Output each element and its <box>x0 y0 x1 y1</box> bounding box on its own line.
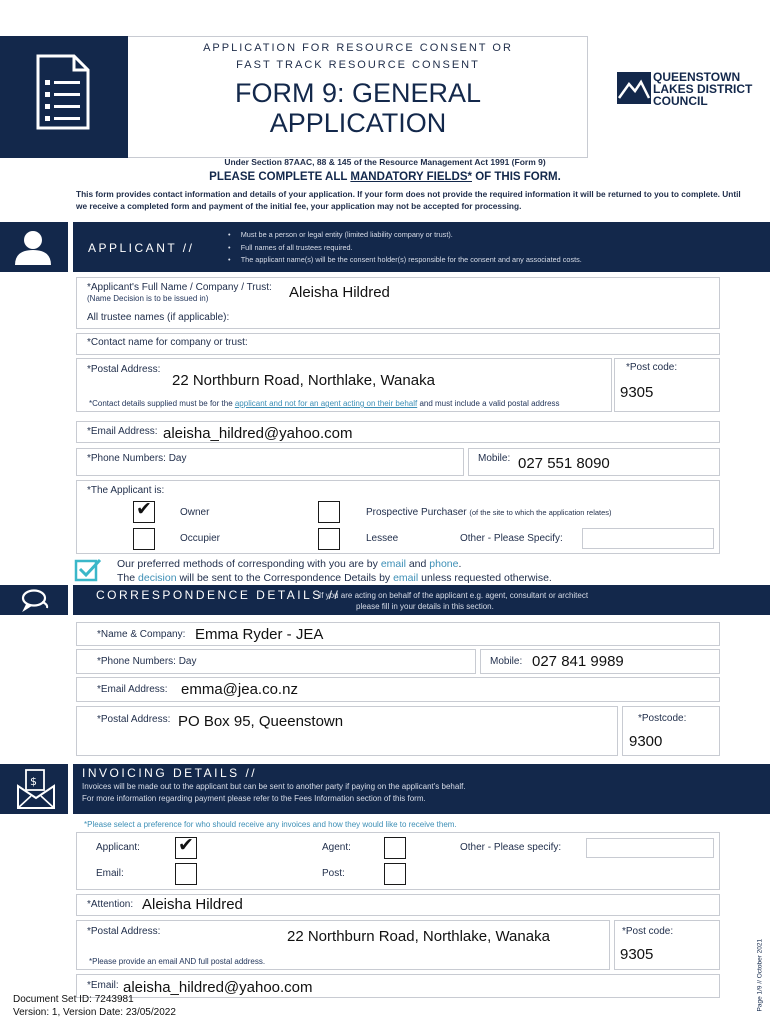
invoice-envelope-icon <box>16 768 56 810</box>
form-icon-block <box>0 36 128 158</box>
invoice-other-label: Other - Please specify: <box>460 842 562 853</box>
applicant-other-input[interactable] <box>582 528 714 549</box>
intro-paragraph: This form provides contact information and details of your application. If your form does not provide the required information it will be returned to you to complete. Until we receive a completed form and payment of the initial fee, your application may not be accepted for processing. <box>76 189 741 211</box>
speech-bubble-icon <box>20 588 50 612</box>
correspondence-note-1: If you are acting on behalf of the applicant e.g. agent, consultant or architect <box>319 591 589 600</box>
trustee-label: All trustee names (if applicable): <box>87 312 230 323</box>
mandatory-notice <box>0 171 770 183</box>
corr-mobile-value[interactable]: 027 841 9989 <box>532 653 624 670</box>
invoice-post-checkbox[interactable] <box>384 863 406 885</box>
owner-label: Owner <box>180 507 210 518</box>
correspondence-section-title: CORRESPONDENCE DETAILS // <box>96 588 341 602</box>
checkmark-icon: ✔ <box>136 499 152 520</box>
prospective-text: Prospective Purchaser <box>366 507 467 518</box>
lessee-label: Lessee <box>366 533 399 544</box>
invoice-email-label: Email: <box>96 868 124 879</box>
invoice-applicant-checkbox[interactable] <box>175 837 197 859</box>
preferred-methods-line1: Our preferred methods of corresponding with you are by email and phone. <box>117 558 462 570</box>
corr-phone-label: *Phone Numbers: Day <box>97 656 197 667</box>
invoice-agent-checkbox[interactable] <box>384 837 406 859</box>
bullet-text: Must be a person or legal entity (limited liability company or trust). <box>240 230 453 239</box>
invoice-postcode-value[interactable]: 9305 <box>620 946 654 963</box>
invoice-attention-value[interactable]: Aleisha Hildred <box>142 896 243 913</box>
occupier-label: Occupier <box>180 533 221 544</box>
invoice-postal-note: *Please provide an email AND full postal address. <box>89 957 266 966</box>
decision-mid: will be sent to the Correspondence Details by <box>179 572 391 584</box>
decision-word: decision <box>138 572 177 584</box>
applicant-postcode-value[interactable]: 9305 <box>620 384 654 401</box>
corr-name-label: *Name & Company: <box>97 629 186 640</box>
correspondence-icon-block <box>0 585 68 615</box>
bullet-item: • The applicant name(s) will be the consent holder(s) responsible for the consent and any associated costs. <box>228 255 582 264</box>
applicant-name-label: *Applicant's Full Name / Company / Trust: <box>87 282 272 293</box>
council-logo-icon <box>617 72 651 104</box>
form-title-1: FORM 9: GENERAL <box>234 78 482 108</box>
council-name-3: COUNCIL <box>653 94 708 108</box>
applicant-other-label: Other - Please Specify: <box>460 533 563 544</box>
applicant-icon-block <box>0 222 68 272</box>
svg-text:$: $ <box>30 775 37 788</box>
header-line1: APPLICATION FOR RESOURCE CONSENT OR <box>203 42 513 54</box>
preferred-methods-line2 <box>117 572 552 584</box>
invoice-postal-value[interactable]: 22 Northburn Road, Northlake, Wanaka <box>287 928 550 945</box>
applicant-postal-note <box>89 399 560 408</box>
applicant-phone-label: *Phone Numbers: Day <box>87 453 187 464</box>
corr-email-label: *Email Address: <box>97 684 168 695</box>
applicant-mobile-value[interactable]: 027 551 8090 <box>518 455 610 472</box>
council-name-2: LAKES DISTRICT <box>653 82 753 96</box>
checkmark-icon: ✔ <box>178 835 194 856</box>
preferred-pre: Our preferred methods of corresponding with you are by <box>117 558 378 570</box>
invoice-other-input[interactable] <box>586 838 714 858</box>
corr-name-value[interactable]: Emma Ryder - JEA <box>195 626 324 643</box>
applicant-postcode-label: *Post code: <box>626 362 678 373</box>
bullet-text: Full names of all trustees required. <box>240 242 353 252</box>
postal-note-link[interactable]: applicant and not for an agent acting on their behalf <box>234 399 418 408</box>
corr-postal-value[interactable]: PO Box 95, Queenstown <box>178 713 344 730</box>
prospective-note: (of the site to which the application relates) <box>469 508 612 517</box>
corr-postcode-label: *Postcode: <box>638 713 687 724</box>
applicant-name-value[interactable]: Aleisha Hildred <box>289 284 390 301</box>
bullet-item: • Full names of all trustees required. <box>228 242 353 252</box>
decision-post: unless requested otherwise. <box>421 572 552 584</box>
applicant-bullets <box>228 229 582 267</box>
invoice-email-checkbox[interactable] <box>175 863 197 885</box>
checked-checkbox-icon <box>74 558 102 582</box>
correspondence-note-2: please fill in your details in this section. <box>356 602 494 611</box>
applicant-postal-value[interactable]: 22 Northburn Road, Northlake, Wanaka <box>172 372 435 389</box>
invoicing-section-title: INVOICING DETAILS // <box>82 766 258 780</box>
document-icon <box>36 54 90 130</box>
owner-checkbox[interactable] <box>133 501 155 523</box>
invoice-attention-label: *Attention: <box>87 899 134 910</box>
applicant-email-label: *Email Address: <box>87 426 158 437</box>
section-reference: Under Section 87AAC, 88 & 145 of the Resource Management Act 1991 (Form 9) <box>224 157 546 167</box>
corr-postcode-value[interactable]: 9300 <box>629 733 663 750</box>
page-number-vertical: Page 1/9 // October 2021 <box>756 938 764 1012</box>
corr-postal-label: *Postal Address: <box>97 714 171 725</box>
mandatory-link[interactable]: MANDATORY FIELDS* <box>350 171 472 183</box>
form-title-2: APPLICATION <box>269 108 447 138</box>
decision-email: email <box>393 572 419 584</box>
occupier-checkbox[interactable] <box>133 528 155 550</box>
invoice-postcode-label: *Post code: <box>622 926 674 937</box>
preferred-phone: phone <box>429 558 459 570</box>
corr-email-field[interactable] <box>76 677 720 702</box>
invoice-preference-note: *Please select a preference for who should receive any invoices and how they would like to receive them. <box>84 820 457 829</box>
applicant-type-label: *The Applicant is: <box>87 485 165 496</box>
bullet-text: The applicant name(s) will be the consent holder(s) responsible for the consent and any associated costs. <box>240 255 582 264</box>
preferred-email: email <box>380 558 406 570</box>
preferred-and: and <box>408 558 427 570</box>
prospective-purchaser-label <box>366 507 612 518</box>
invoicing-note-2: For more information regarding payment please refer to the Fees Information section of this form. <box>82 794 426 803</box>
mandatory-post: OF THIS FORM. <box>475 171 561 183</box>
person-icon <box>12 228 54 266</box>
invoice-agent-label: Agent: <box>322 842 351 853</box>
postal-note-post: and must include a valid postal address <box>417 399 560 408</box>
invoice-post-label: Post: <box>322 868 345 879</box>
prospective-purchaser-checkbox[interactable] <box>318 501 340 523</box>
applicant-name-sublabel: (Name Decision is to be issued in) <box>87 294 209 303</box>
applicant-email-value[interactable]: aleisha_hildred@yahoo.com <box>163 425 353 442</box>
mandatory-pre: PLEASE COMPLETE ALL <box>209 171 348 183</box>
applicant-section-title: APPLICANT // <box>88 241 195 255</box>
invoicing-note-1: Invoices will be made out to the applicant but can be sent to another party if paying on the applicant's behalf. <box>82 782 466 791</box>
corr-mobile-label: Mobile: <box>490 656 523 667</box>
header-line2: FAST TRACK RESOURCE CONSENT <box>236 59 480 71</box>
document-set-id: Document Set ID: 7243981 <box>13 994 134 1005</box>
version-info: Version: 1, Version Date: 23/05/2022 <box>13 1007 176 1018</box>
council-name-1: QUEENSTOWN <box>653 70 741 84</box>
postal-note-pre: *Contact details supplied must be for the <box>89 399 235 408</box>
applicant-mobile-label: Mobile: <box>478 453 511 464</box>
invoice-email2-label: *Email: <box>87 980 119 991</box>
invoicing-icon-block <box>0 764 68 814</box>
invoice-email2-value[interactable]: aleisha_hildred@yahoo.com <box>123 979 313 996</box>
lessee-checkbox[interactable] <box>318 528 340 550</box>
invoice-applicant-label: Applicant: <box>96 842 140 853</box>
decision-pre: The <box>117 572 136 584</box>
bullet-item: • Must be a person or legal entity (limited liability company or trust). <box>228 230 453 239</box>
applicant-postal-label: *Postal Address: <box>87 364 161 375</box>
contact-name-label: *Contact name for company or trust: <box>87 337 248 348</box>
invoice-postal-label: *Postal Address: <box>87 926 161 937</box>
corr-email-value[interactable]: emma@jea.co.nz <box>181 681 298 698</box>
